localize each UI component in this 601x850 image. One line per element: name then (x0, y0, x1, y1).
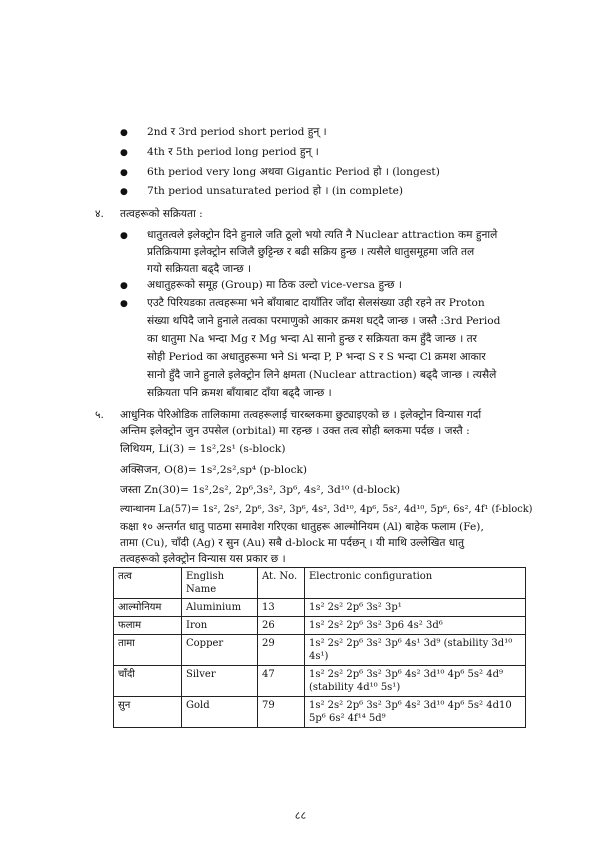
section-number: ५. (95, 409, 104, 421)
paragraph-line: गयो सक्रियता बढ्दै जान्छ । (147, 263, 252, 275)
paragraph-line: आधुनिक पेरिओडिक तालिकामा तत्वहरूलाई चारब्लकमा छुट्याइएको छ । इलेक्ट्रोन विन्यास गर्दा (120, 409, 482, 421)
bullet-text: 4th र 5th period long period हुन् । (147, 146, 319, 158)
table-cell: 1s² 2s² 2p⁶ 3s² 3p⁶ 4s² 3d¹⁰ 4p⁶ 5s² 4d⁹ (stability 4d¹⁰ 5s¹) (305, 666, 526, 697)
table-header-row (114, 568, 526, 599)
paragraph-line: धातुतत्वले इलेक्ट्रोन दिने हुनाले जति ठूलो भयो त्यति नै Nuclear attraction कम हुनाले (147, 229, 498, 241)
table-header-cell: English Name (182, 568, 258, 599)
table-cell: सुन (114, 697, 182, 728)
paragraph-line: तत्वहरूको इलेक्ट्रोन विन्यास यस प्रकार छ । (120, 553, 286, 565)
paragraph-line: संख्या थपिदै जाने हुनाले तत्वका परमाणुको आकार क्रमश घट्दै जान्छ । जस्तै :3rd Period (147, 315, 501, 327)
example-line: लिथियम, Li(3) = 1s²,2s¹ (s-block) (120, 443, 286, 455)
example-line: अक्सिजन, O(8)= 1s²,2s²,sp⁴ (p-block) (120, 464, 308, 476)
table-row (114, 697, 526, 728)
table-cell: Silver (182, 666, 258, 697)
paragraph-line: एउटै पिरियडका तत्वहरूमा भने बाँयाबाट दायाँतिर जाँदा सेलसंख्या उही रहने तर Proton (147, 297, 485, 309)
table-row (114, 617, 526, 635)
bullet-icon: ● (120, 148, 128, 158)
table-row (114, 599, 526, 617)
table-cell: 47 (258, 666, 305, 697)
page-number: ८८ (294, 809, 307, 822)
paragraph-line: अन्तिम इलेक्ट्रोन जुन उपसेल (orbital) मा रहन्छ । उक्त तत्व सोही ब्लकमा पर्दछ । जस्तै : (120, 425, 470, 437)
paragraph-line: कक्षा १० अन्तर्गत धातु पाठमा समावेश गरिएका धातुहरू आल्मोनियम (Al) बाहेक फलाम (Fe), (120, 521, 484, 533)
configuration-table (113, 567, 526, 728)
table-cell: चाँदी (114, 666, 182, 697)
paragraph-line: सक्रियता पनि क्रमश बाँयाबाट दाँया बढ्दै जान्छ । (147, 387, 332, 399)
table-cell: 79 (258, 697, 305, 728)
bullet-icon: ● (120, 299, 128, 309)
example-line: जस्ता Zn(30)= 1s²,2s², 2p⁶,3s², 3p⁶, 4s², 3d¹⁰ (d-block) (120, 484, 401, 496)
table-cell: तामा (114, 635, 182, 666)
bullet-icon: ● (120, 231, 128, 241)
table-cell: 13 (258, 599, 305, 617)
table-cell: Copper (182, 635, 258, 666)
paragraph-line: प्रतिक्रियामा इलेक्ट्रोन सजिलै छुट्टिन्छ र बढी सक्रिय हुन्छ । त्यसैले धातुसमूहमा जति तल (147, 246, 475, 258)
table-header-cell: तत्व (114, 568, 182, 599)
paragraph-line: अधातुहरूको समूह (Group) मा ठिक उल्टो vice-versa हुन्छ । (147, 279, 402, 291)
table-cell: 1s² 2s² 2p⁶ 3s² 3p⁶ 4s² 3d¹⁰ 4p⁶ 5s² 4d10 5p⁶ 6s² 4f¹⁴ 5d⁹ (305, 697, 526, 728)
table-header-cell: Electronic configuration (305, 568, 526, 599)
table-row (114, 666, 526, 697)
table-cell: Iron (182, 617, 258, 635)
paragraph-line: सोही Period का अधातुहरूमा भने Si भन्दा P, P भन्दा S र S भन्दा Cl क्रमश आकार (147, 351, 486, 363)
table-row (114, 635, 526, 666)
paragraph-line: तामा (Cu), चाँदी (Ag) र सुन (Au) सबै d-block मा पर्दछन् । यी माथि उल्लेखित धातु (120, 537, 465, 549)
example-line: ल्यान्थानम La(57)= 1s², 2s², 2p⁶, 3s², 3p⁶, 4s², 3d¹⁰, 4p⁶, 5s², 4d¹⁰, 5p⁶, 6s², 4f¹ (f-block) (120, 504, 533, 515)
paragraph-line: का धातुमा Na भन्दा Mg र Mg भन्दा Al सानो हुन्छ र सक्रियता कम हुँदै जान्छ । तर (147, 333, 477, 345)
bullet-text: 6th period very long अथवा Gigantic Period हो । (longest) (147, 166, 440, 178)
table-cell: Aluminium (182, 599, 258, 617)
section-title: तत्वहरूको सक्रियता : (120, 208, 203, 220)
table-cell: 26 (258, 617, 305, 635)
bullet-icon: ● (120, 281, 128, 291)
table-header-cell: At. No. (258, 568, 305, 599)
bullet-text: 7th period unsaturated period हो । (in complete) (147, 185, 404, 197)
paragraph-line: सानो हुँदै जाने हुनाले इलेक्ट्रोन लिने क्षमता (Nuclear attraction) बढ्दै जान्छ । त्यसैले (147, 369, 497, 381)
bullet-icon: ● (120, 128, 128, 138)
table-cell: फलाम (114, 617, 182, 635)
table-cell: 1s² 2s² 2p⁶ 3s² 3p6 4s² 3d⁶ (305, 617, 526, 635)
table-cell: 1s² 2s² 2p⁶ 3s² 3p⁶ 4s¹ 3d⁹ (stability 3d¹⁰ 4s¹) (305, 635, 526, 666)
table-cell: आल्मोनियम (114, 599, 182, 617)
bullet-icon: ● (120, 168, 128, 178)
bullet-icon: ● (120, 187, 128, 197)
table-cell: 1s² 2s² 2p⁶ 3s² 3p¹ (305, 599, 526, 617)
section-number: ४. (95, 208, 104, 220)
bullet-text: 2nd र 3rd period short period हुन् । (147, 126, 327, 138)
table-cell: Gold (182, 697, 258, 728)
table-cell: 29 (258, 635, 305, 666)
